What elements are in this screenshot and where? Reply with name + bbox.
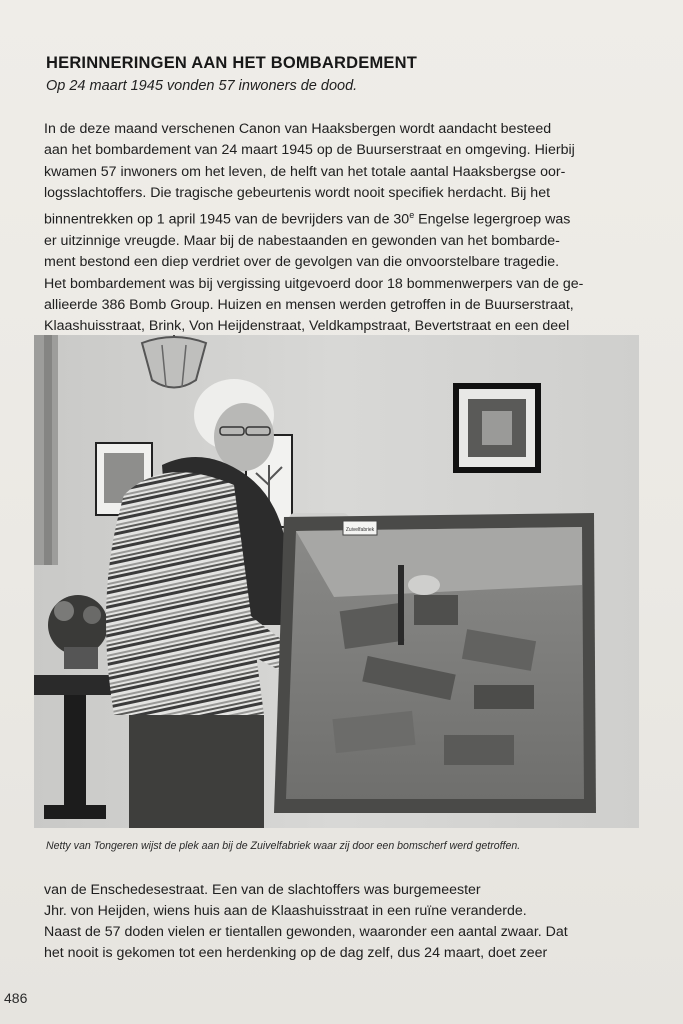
intro-line-part: Engelse legergroep was — [418, 211, 571, 228]
article-intro — [44, 119, 640, 338]
article-title: HERINNERINGEN AAN HET BOMBARDEMENT — [46, 54, 418, 72]
ceiling-lamp — [142, 335, 206, 388]
intro-line: allieerde 386 Bomb Group. Huizen en mensen werden getroffen in de Buurserstraat, — [44, 296, 574, 313]
curtain-fold — [44, 335, 52, 565]
continuation-line: Jhr. von Heijden, wiens huis aan de Klaashuisstraat in een ruïne veranderde. — [44, 903, 527, 919]
article-photo — [34, 335, 639, 828]
intro-line: er uitzinnige vreugde. Maar bij de nabestaanden en gewonden van het bombarde- — [44, 232, 560, 249]
ordinal-superscript: e — [409, 209, 415, 220]
intro-line: In de deze maand verschenen Canon van Haaksbergen wordt aandacht besteed — [44, 121, 552, 137]
continuation-line: van de Enschedesestraat. Een van de slachtoffers was burgemeester — [44, 882, 481, 898]
page-number: 486 — [4, 990, 28, 1006]
intro-line: Klaashuisstraat, Brink, Von Heijdenstraat, Veldkampstraat, Bevertstraat en een deel — [44, 318, 570, 335]
intro-line: logsslachtoffers. Die tragische gebeurtenis wordt nooit specifiek herdacht. Bij het — [44, 185, 551, 202]
framed-painting-right — [453, 383, 541, 473]
diorama-label: Zuivelfabriek — [345, 527, 375, 533]
intro-line — [44, 205, 640, 231]
intro-line: ment bestond een diep verdriet over de gevolgen van die onvoorstelbare tragedie. — [44, 254, 560, 271]
article-subtitle: Op 24 maart 1945 vonden 57 inwoners de dood. — [46, 78, 358, 94]
photo-illustration — [34, 335, 639, 828]
intro-line-part: binnentrekken op 1 april 1945 van de bevrijders van de 30 — [44, 211, 410, 228]
article-continuation — [44, 880, 640, 964]
diorama-board — [274, 513, 596, 813]
photo-caption: Netty van Tongeren wijst de plek aan bij de Zuivelfabriek waar zij door een bomscherf werd getroffen. — [46, 840, 521, 852]
intro-line: kwamen 57 inwoners om het leven, de helft van het totale aantal Haaksbergse oor- — [44, 163, 566, 180]
intro-line: Het bombardement was bij vergissing uitgevoerd door 18 bommenwerpers van de ge- — [44, 275, 584, 292]
intro-line: aan het bombardement van 24 maart 1945 op de Buurserstraat en omgeving. Hierbij — [44, 142, 575, 159]
continuation-line: Naast de 57 doden vielen er tientallen gewonden, waaronder een aantal zwaar. Dat — [44, 924, 568, 940]
continuation-line: het nooit is gekomen tot een herdenking op de dag zelf, dus 24 maart, doet zeer — [44, 945, 548, 961]
